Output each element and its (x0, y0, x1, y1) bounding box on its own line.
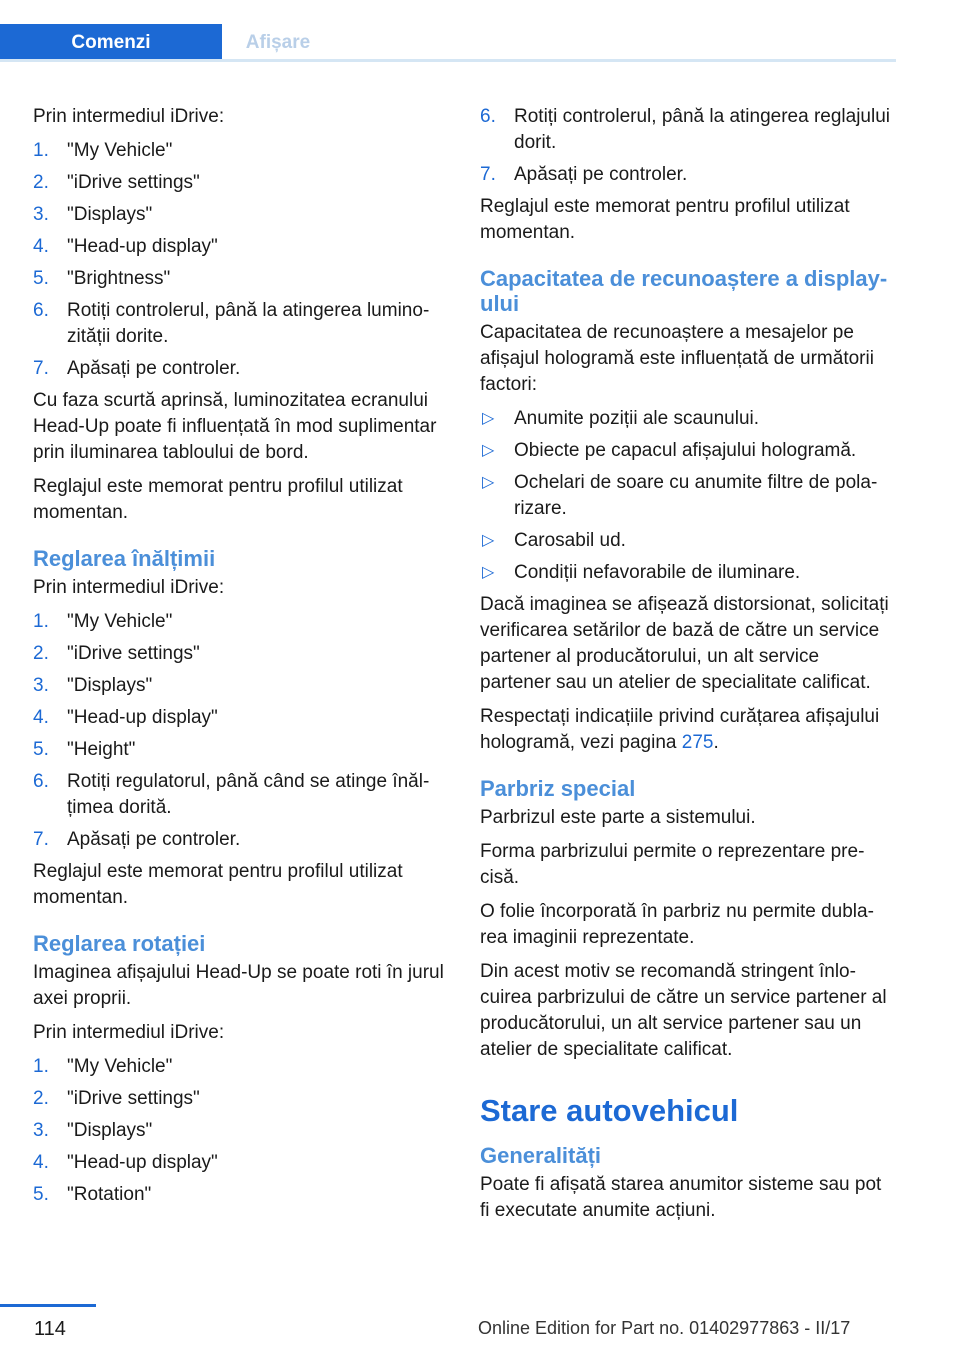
edition-label: Online Edition for Part no. 01402977863 - II/17 (478, 1318, 851, 1338)
item-text: "My Vehicle" (67, 140, 173, 161)
item-text: "Rotation" (67, 1184, 152, 1205)
item-text: Condiții nefavorabile de iluminare. (514, 562, 801, 583)
paragraph: Poate fi afișată starea anumitor sisteme sau pot fi executate anumite acțiuni. (480, 1174, 882, 1221)
header-divider (0, 59, 896, 62)
step-number: 2. (33, 643, 49, 664)
step-item (33, 705, 448, 731)
step-item (33, 138, 448, 164)
paragraph: O folie încorporată în parbriz nu permite dublarea imaginii reprezentate. (480, 901, 874, 948)
section-heading-recognition: Capacitatea de recunoaștere a display-ului (480, 266, 888, 316)
triangle-bullet-icon: ▷ (482, 564, 495, 581)
step-item (33, 266, 448, 292)
step-number: 5. (33, 739, 49, 760)
paragraph: Cu faza scurtă aprinsă, luminozitatea ecranului Head-Up poate fi influențată în mod suplimentar prin iluminarea tabloului de bord. (33, 390, 437, 463)
paragraph: Dacă imaginea se afișează distorsionat, solicitați verificarea setărilor de bază de către un service partener al producătorului, un alt service partener sau un atelier de specialitate calificat. (480, 594, 889, 693)
step-item (33, 1054, 448, 1080)
chapter-heading-vehicle-status: Stare autovehicul (480, 1093, 739, 1128)
paragraph: Parbrizul este parte a sistemului. (480, 807, 756, 828)
rotation-steps-list (33, 1054, 448, 1208)
item-text: "Displays" (67, 1120, 153, 1141)
step-number: 1. (33, 140, 49, 161)
item-text: Obiecte pe capacul afișajului hologramă. (514, 440, 857, 461)
paragraph: Capacitatea de recunoaștere a mesajelor pe afișajul hologramă este influențată de următorii factori: (480, 322, 874, 395)
step-item (33, 170, 448, 196)
item-text: "iDrive settings" (67, 1088, 200, 1109)
paragraph-with-page-link: Respectați indicațiile privind curățarea afișajului hologramă, vezi pagina 275. (480, 706, 880, 753)
triangle-bullet-icon: ▷ (482, 474, 495, 491)
step-number: 6. (33, 771, 49, 792)
brightness-steps-list (33, 138, 448, 382)
item-text: "Head-up display" (67, 236, 218, 257)
height-steps-list (33, 609, 448, 853)
item-text: "My Vehicle" (67, 611, 173, 632)
section-heading-height: Reglarea înălțimii (33, 546, 216, 571)
step-item (33, 1086, 448, 1112)
item-text: Anumite poziții ale scaunului. (514, 408, 760, 429)
item-text: "Brightness" (67, 268, 171, 289)
factors-bullet-list (480, 406, 895, 586)
item-text: "My Vehicle" (67, 1056, 173, 1077)
tab-comenzi[interactable]: Comenzi (0, 24, 222, 62)
item-text: "Head-up display" (67, 707, 218, 728)
item-text: "Displays" (67, 675, 153, 696)
item-text: Carosabil ud. (514, 530, 626, 551)
step-number: 7. (33, 829, 49, 850)
step-number: 7. (33, 358, 49, 379)
paragraph: Din acest motiv se recomandă stringent înlocuirea parbrizului de către un service partener al producătorului, un alt service partener sau un atelier de specialitate calificat. (480, 961, 887, 1060)
bullet-item (480, 470, 895, 522)
page-number: 114 (34, 1318, 66, 1340)
step-number: 2. (33, 172, 49, 193)
step-number: 4. (33, 1152, 49, 1173)
bullet-item (480, 406, 895, 432)
step-item (33, 769, 448, 821)
item-text: Rotiți controlerul, până la atingerea luminozității dorite. (67, 300, 430, 347)
item-text: Apăsați pe controler. (67, 829, 241, 850)
bullet-item (480, 438, 895, 464)
step-number: 2. (33, 1088, 49, 1109)
step-number: 3. (33, 1120, 49, 1141)
footer-accent-bar (0, 1304, 96, 1307)
section-heading-windshield: Parbriz special (480, 776, 636, 801)
item-text: Rotiți regulatorul, până când se atinge înălțimea dorită. (67, 771, 430, 818)
step-number: 5. (33, 268, 49, 289)
item-text: "Height" (67, 739, 136, 760)
item-text: Apăsați pe controler. (67, 358, 241, 379)
triangle-bullet-icon: ▷ (482, 410, 495, 427)
section-heading-general: Generalități (480, 1143, 602, 1168)
item-text: "iDrive settings" (67, 643, 200, 664)
item-text: "iDrive settings" (67, 172, 200, 193)
step-item (33, 1182, 448, 1208)
right-column (480, 104, 895, 1232)
step-number: 4. (33, 707, 49, 728)
triangle-bullet-icon: ▷ (482, 532, 495, 549)
paragraph: Prin intermediul iDrive: (33, 577, 225, 598)
paragraph: Reglajul este memorat pentru profilul utilizat momentan. (33, 861, 403, 908)
page-reference-link[interactable]: 275 (681, 732, 714, 753)
step-item (33, 827, 448, 853)
bullet-item (480, 528, 895, 554)
step-item (33, 641, 448, 667)
step-item (33, 234, 448, 260)
step-number: 1. (33, 1056, 49, 1077)
intro-paragraph: Prin intermediul iDrive: (33, 106, 225, 127)
step-number: 3. (33, 675, 49, 696)
step-number: 6. (480, 106, 496, 127)
item-text: "Displays" (67, 204, 153, 225)
step-item (33, 298, 448, 350)
step-number: 6. (33, 300, 49, 321)
step-item (480, 104, 895, 156)
item-text: Apăsați pe controler. (514, 164, 688, 185)
step-number: 1. (33, 611, 49, 632)
step-number: 5. (33, 1184, 49, 1205)
step-item (33, 1150, 448, 1176)
step-number: 7. (480, 164, 496, 185)
step-item (33, 737, 448, 763)
step-item (33, 673, 448, 699)
step-number: 4. (33, 236, 49, 257)
paragraph: Forma parbrizului permite o reprezentare precisă. (480, 841, 865, 888)
step-item (33, 356, 448, 382)
triangle-bullet-icon: ▷ (482, 442, 495, 459)
paragraph: Reglajul este memorat pentru profilul utilizat momentan. (33, 476, 403, 523)
item-text: Rotiți controlerul, până la atingerea reglajului dorit. (514, 106, 891, 153)
paragraph: Reglajul este memorat pentru profilul utilizat momentan. (480, 196, 850, 243)
step-item (33, 202, 448, 228)
left-column (33, 104, 448, 1214)
tab-afisare[interactable]: Afișare (245, 32, 311, 53)
paragraph: Prin intermediul iDrive: (33, 1022, 225, 1043)
item-text: Ochelari de soare cu anumite filtre de polarizare. (514, 472, 878, 519)
header-tab-bar (0, 24, 896, 62)
page-footer (0, 1300, 960, 1362)
rotation-steps-continued (480, 104, 895, 188)
bullet-item (480, 560, 895, 586)
section-heading-rotation: Reglarea rotației (33, 931, 206, 956)
step-number: 3. (33, 204, 49, 225)
step-item (480, 162, 895, 188)
paragraph: Imaginea afișajului Head-Up se poate roti în jurul axei proprii. (33, 962, 444, 1009)
item-text: "Head-up display" (67, 1152, 218, 1173)
step-item (33, 1118, 448, 1144)
step-item (33, 609, 448, 635)
